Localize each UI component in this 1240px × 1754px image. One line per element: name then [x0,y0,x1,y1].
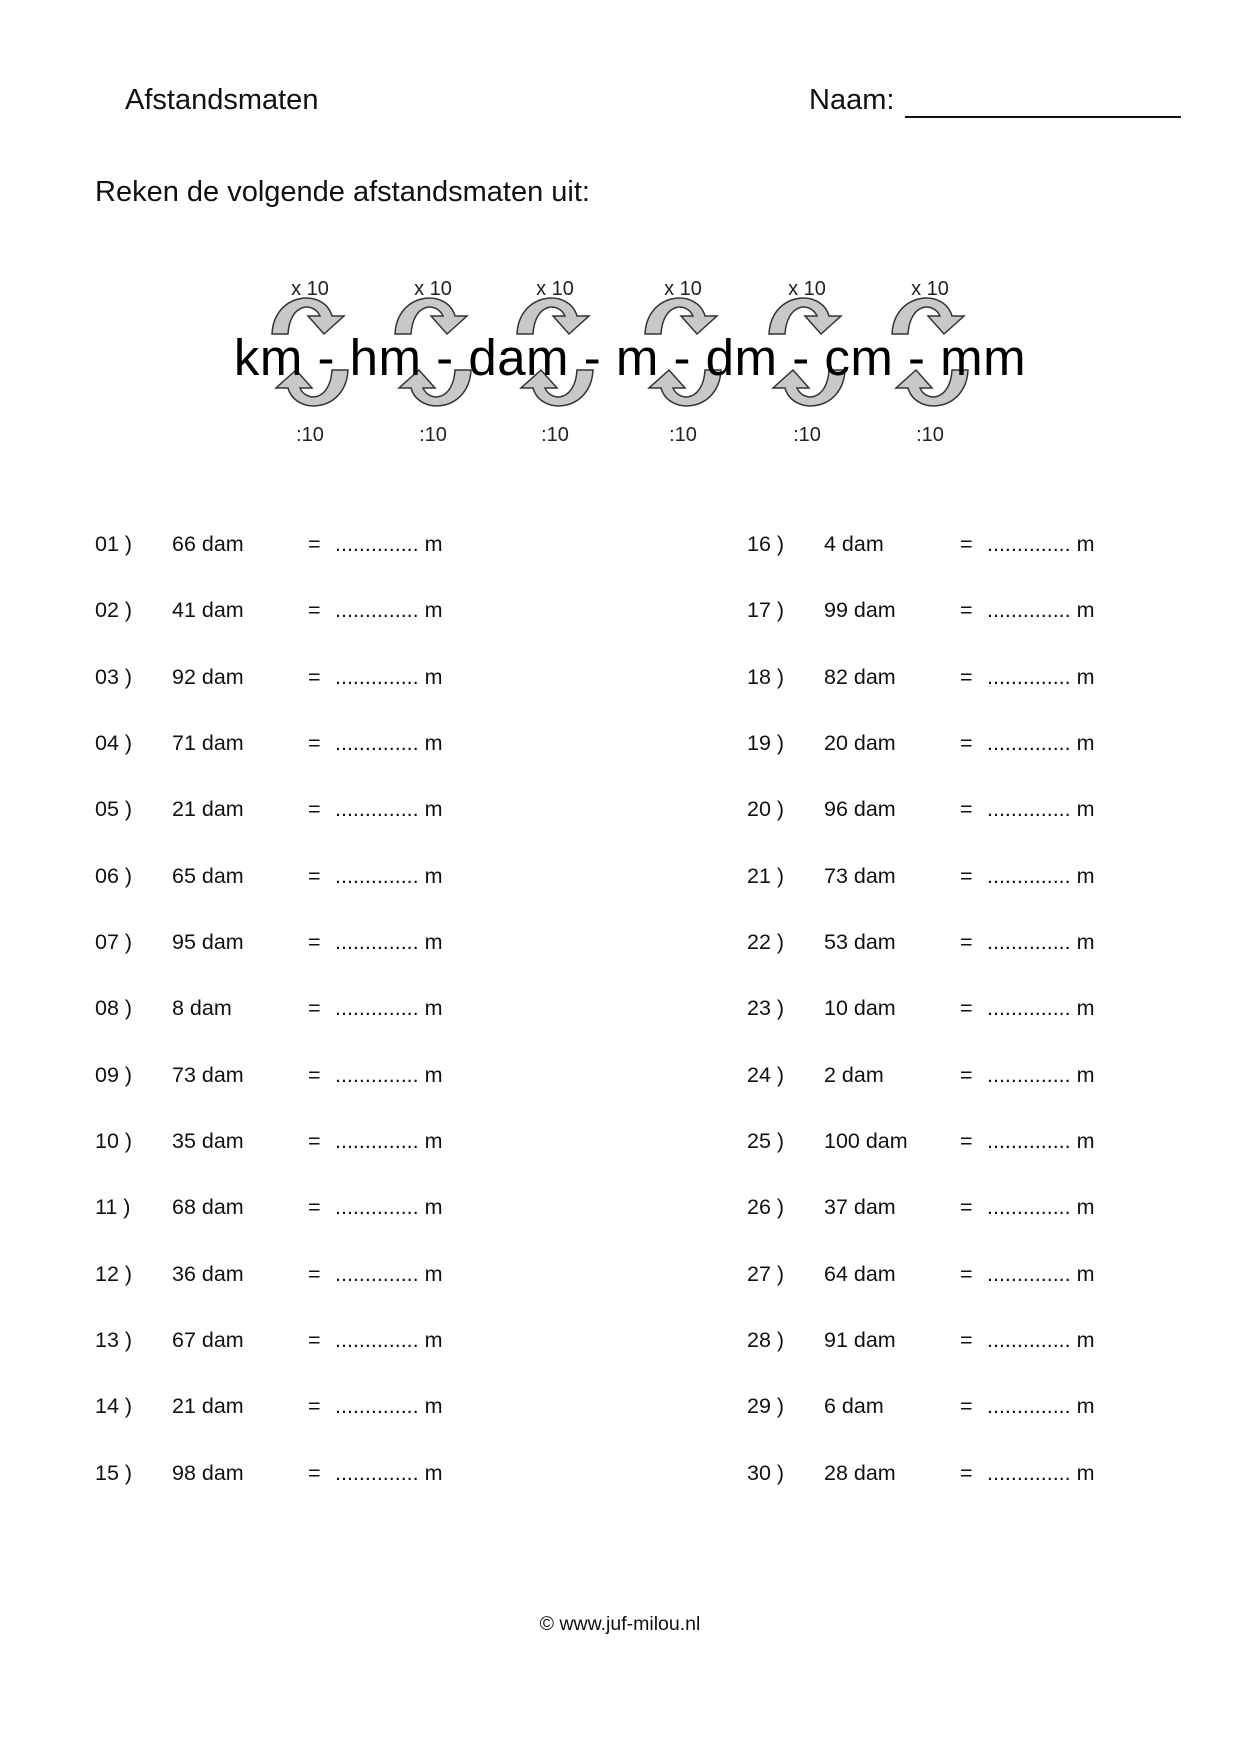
equals-sign: = [960,1328,973,1353]
answer-blank[interactable]: .............. m [335,1261,443,1286]
units-line: km - hm - dam - m - dm - cm - mm [233,329,1027,386]
equals-sign: = [960,1460,973,1485]
worksheet-title: Afstandsmaten [125,84,319,116]
exercise-number: 17 ) [747,598,785,623]
equals-sign: = [960,664,973,689]
quantity: 64 dam [824,1261,896,1286]
answer-blank[interactable]: .............. m [987,731,1095,756]
equals-sign: = [960,930,973,955]
equals-sign: = [960,797,973,822]
exercise-number: 09 ) [95,1062,133,1087]
quantity: 65 dam [172,863,244,888]
equals-sign: = [308,598,321,623]
equals-sign: = [308,1195,321,1220]
answer-blank[interactable]: .............. m [987,1394,1095,1419]
quantity: 20 dam [824,731,896,756]
equals-sign: = [960,532,973,556]
answer-blank[interactable]: .............. m [335,664,443,689]
answer-blank[interactable]: .............. m [335,731,443,756]
quantity: 53 dam [824,930,896,955]
equals-sign: = [960,996,973,1021]
exercise-number: 06 ) [95,863,133,888]
quantity: 73 dam [172,1062,244,1087]
quantity: 73 dam [824,863,896,888]
quantity: 2 dam [824,1062,884,1087]
exercise-number: 28 ) [747,1328,785,1353]
answer-blank[interactable]: .............. m [987,1062,1095,1087]
exercise-number: 16 ) [747,532,785,556]
equals-sign: = [960,863,973,888]
exercise-number: 25 ) [747,1129,785,1154]
answer-blank[interactable]: .............. m [987,996,1095,1021]
answer-blank[interactable]: .............. m [987,1195,1095,1220]
instruction-text: Reken de volgende afstandsmaten uit: [95,176,590,208]
exercise-number: 01 ) [95,532,133,556]
divide-label: :10 [669,424,697,446]
divide-label: :10 [793,424,821,446]
quantity: 6 dam [824,1394,884,1419]
exercise-number: 13 ) [95,1328,133,1353]
copyright-footer: © www.juf-milou.nl [539,1613,701,1635]
quantity: 21 dam [172,797,244,822]
answer-blank[interactable]: .............. m [987,1129,1095,1154]
name-label: Naam: [809,84,895,116]
equals-sign: = [960,1394,973,1419]
exercise-number: 04 ) [95,731,133,756]
exercise-number: 02 ) [95,598,133,623]
multiply-label: x 10 [414,278,452,300]
answer-blank[interactable]: .............. m [335,598,443,623]
exercise-number: 07 ) [95,930,133,955]
equals-sign: = [960,731,973,756]
equals-sign: = [308,1261,321,1286]
exercise-number: 08 ) [95,996,133,1021]
exercise-number: 29 ) [747,1394,785,1419]
quantity: 98 dam [172,1460,244,1485]
equals-sign: = [308,1062,321,1087]
exercise-number: 03 ) [95,664,133,689]
equals-sign: = [308,996,321,1021]
quantity: 92 dam [172,664,244,689]
multiply-label: x 10 [911,278,949,300]
answer-blank[interactable]: .............. m [335,1062,443,1087]
answer-blank[interactable]: .............. m [335,996,443,1021]
equals-sign: = [960,598,973,623]
name-blank-line[interactable] [905,116,1181,118]
answer-blank[interactable]: .............. m [987,1460,1095,1485]
exercise-number: 18 ) [747,664,785,689]
equals-sign: = [308,1394,321,1419]
exercise-number: 11 ) [95,1195,131,1220]
equals-sign: = [308,1328,321,1353]
equals-sign: = [308,930,321,955]
equals-sign: = [308,797,321,822]
exercise-number: 12 ) [95,1261,133,1286]
multiply-label: x 10 [664,278,702,300]
exercise-number: 20 ) [747,797,785,822]
equals-sign: = [308,664,321,689]
answer-blank[interactable]: .............. m [987,797,1095,822]
multiply-label: x 10 [536,278,574,300]
exercise-number: 14 ) [95,1394,133,1419]
answer-blank[interactable]: .............. m [335,930,443,955]
exercise-number: 19 ) [747,731,785,756]
answer-blank[interactable]: .............. m [335,1460,443,1485]
unit-conversion-diagram [215,272,1045,452]
quantity: 67 dam [172,1328,244,1353]
answer-blank[interactable]: .............. m [987,1261,1095,1286]
equals-sign: = [308,1460,321,1485]
multiply-label: x 10 [788,278,826,300]
quantity: 91 dam [824,1328,896,1353]
equals-sign: = [308,532,321,556]
equals-sign: = [308,731,321,756]
exercise-number: 23 ) [747,996,785,1021]
quantity: 28 dam [824,1460,896,1485]
answer-blank[interactable]: .............. m [987,930,1095,955]
answer-blank[interactable]: .............. m [987,664,1095,689]
multiply-label: x 10 [291,278,329,300]
equals-sign: = [960,1129,973,1154]
answer-blank[interactable]: .............. m [335,1195,443,1220]
equals-sign: = [308,1129,321,1154]
divide-label: :10 [541,424,569,446]
quantity: 96 dam [824,797,896,822]
quantity: 41 dam [172,598,244,623]
answer-blank[interactable]: .............. m [335,863,443,888]
answer-blank[interactable]: .............. m [335,1394,443,1419]
answer-blank[interactable]: .............. m [987,863,1095,888]
quantity: 36 dam [172,1261,244,1286]
exercise-number: 21 ) [747,863,785,888]
quantity: 4 dam [824,532,884,556]
exercise-number: 27 ) [747,1261,785,1286]
exercise-number: 05 ) [95,797,133,822]
exercise-number: 26 ) [747,1195,785,1220]
exercise-number: 15 ) [95,1460,133,1485]
answer-blank[interactable]: .............. m [335,1129,443,1154]
quantity: 71 dam [172,731,244,756]
equals-sign: = [960,1062,973,1087]
divide-label: :10 [296,424,324,446]
exercise-number: 22 ) [747,930,785,955]
quantity: 21 dam [172,1394,244,1419]
quantity: 66 dam [172,532,244,556]
quantity: 68 dam [172,1195,244,1220]
quantity: 37 dam [824,1195,896,1220]
equals-sign: = [960,1195,973,1220]
quantity: 35 dam [172,1129,244,1154]
equals-sign: = [308,863,321,888]
quantity: 10 dam [824,996,896,1021]
quantity: 100 dam [824,1129,908,1154]
divide-label: :10 [916,424,944,446]
quantity: 99 dam [824,598,896,623]
quantity: 95 dam [172,930,244,955]
answer-blank[interactable]: .............. m [335,1328,443,1353]
answer-blank[interactable]: .............. m [335,532,443,556]
exercise-number: 10 ) [95,1129,133,1154]
answer-blank[interactable]: .............. m [987,1328,1095,1353]
quantity: 8 dam [172,996,232,1021]
exercise-number: 24 ) [747,1062,785,1087]
answer-blank[interactable]: .............. m [335,797,443,822]
answer-blank[interactable]: .............. m [987,598,1095,623]
exercise-number: 30 ) [747,1460,785,1485]
divide-label: :10 [419,424,447,446]
answer-blank[interactable]: .............. m [987,532,1095,556]
equals-sign: = [960,1261,973,1286]
quantity: 82 dam [824,664,896,689]
